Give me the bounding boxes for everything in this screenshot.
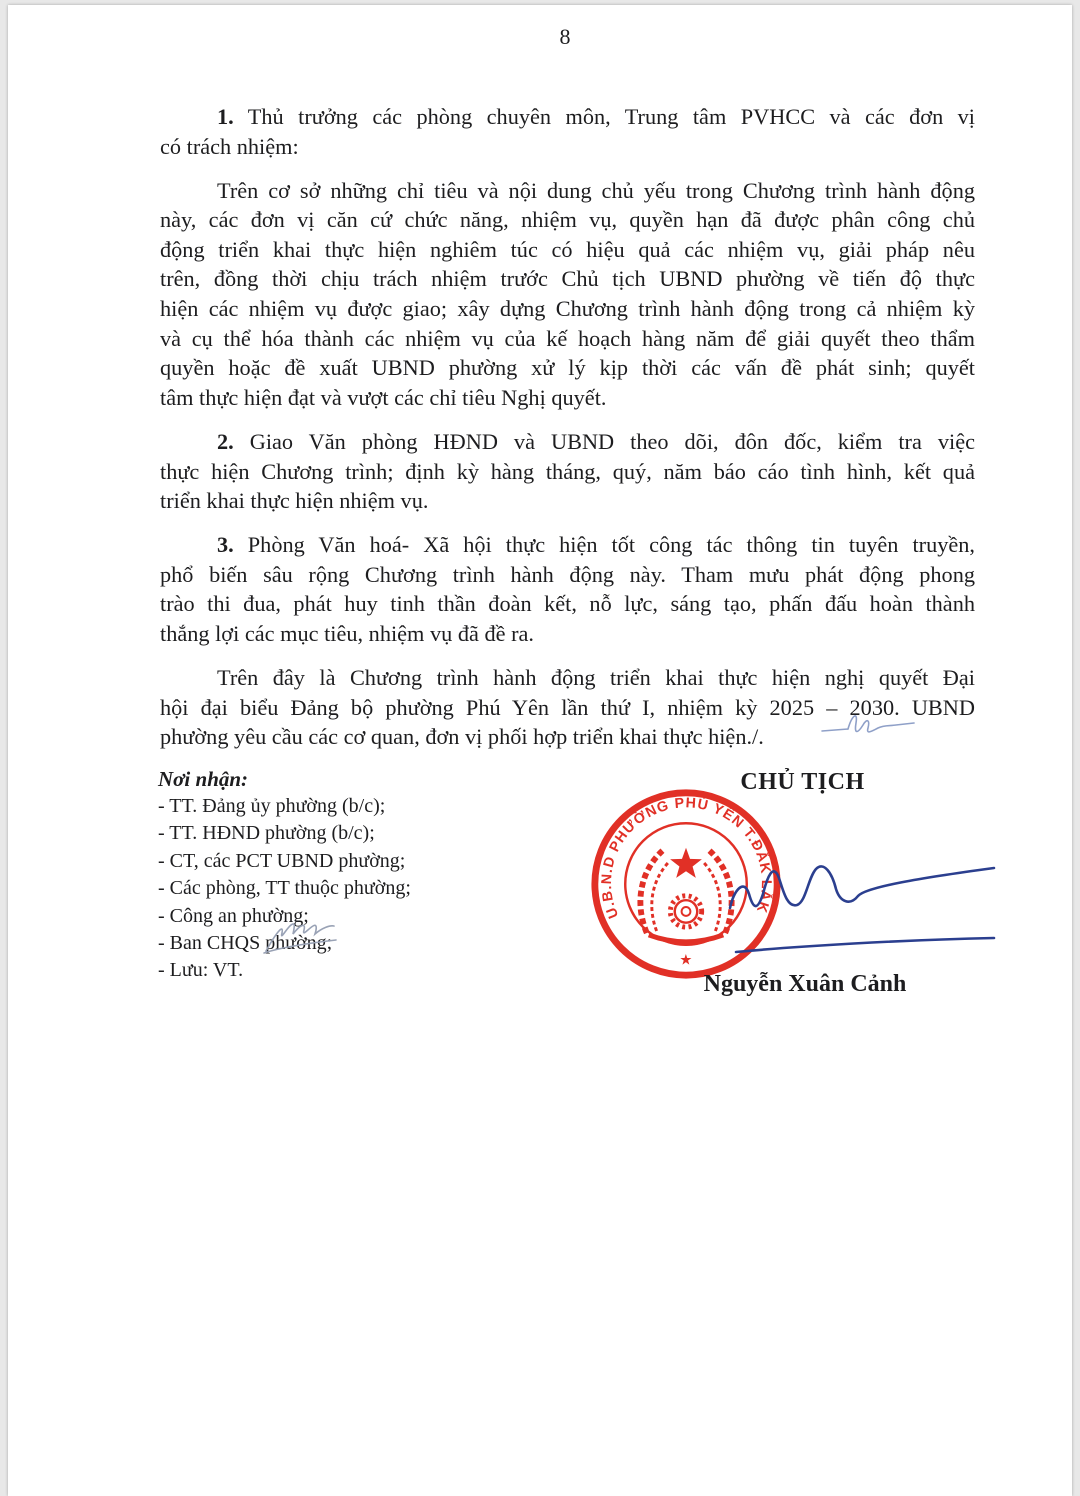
paragraph-line: phường yêu cầu các cơ quan, đơn vị phối hợp triển khai thực hiện./. — [160, 724, 764, 750]
recipient-item: - Lưu: VT. — [158, 959, 244, 982]
svg-text:U.B.N.D PHƯỜNG PHÚ YÊN T.ĐẮK L: U.B.N.D PHƯỜNG PHÚ YÊN T.ĐẮK LẮK — [598, 795, 775, 921]
page-number: 8 — [559, 24, 571, 49]
paragraph-line: có trách nhiệm: — [160, 133, 299, 159]
paragraph-number: 1. — [217, 104, 234, 129]
paragraph-number: 3. — [217, 532, 234, 558]
paragraph-line: 3. Phòng Văn hoá- Xã hội thực hiện tốt công tác thông tin tuyên truyền, — [217, 532, 975, 558]
page-sheet — [8, 5, 1072, 1496]
paragraph-line: quyền hoặc đề xuất UBND phường xử lý kịp thời các vấn đề phát sinh; quyết — [160, 355, 975, 381]
paragraph-line: động triển khai thực hiện nghiêm túc có hiệu quả các nhiệm vụ, giải pháp nêu — [160, 236, 975, 262]
paragraph-line: phổ biến sâu rộng Chương trình hành động này. Tham mưu phát động phong — [160, 561, 975, 587]
paragraph-line: hội đại biểu Đảng bộ phường Phú Yên lần thứ I, nhiệm kỳ 2025 – 2030. UBND — [160, 694, 975, 720]
recipient-item: - Công an phường; — [158, 904, 309, 927]
paragraph-line: và cụ thể hóa thành các nhiệm vụ của kế hoạch hàng năm để giải quyết theo thẩm — [160, 325, 975, 351]
paragraph-line: Trên cơ sở những chỉ tiêu và nội dung chủ yếu trong Chương trình hành động — [217, 177, 975, 203]
recipient-item: - Các phòng, TT thuộc phường; — [158, 877, 411, 900]
initials-ink-luu-vt — [262, 913, 352, 958]
paragraph-line: 1. Thủ trưởng các phòng chuyên môn, Trung tâm PVHCC và các đơn vị — [217, 104, 975, 129]
paragraph-line: này, các đơn vị căn cứ chức năng, nhiệm vụ, quyền hạn đã được phân công chủ — [160, 207, 975, 233]
document-body — [160, 102, 975, 766]
paragraph — [160, 530, 975, 648]
paragraph-line: tâm thực hiện đạt và vượt các chỉ tiêu Nghị quyết. — [160, 384, 607, 410]
paragraph — [160, 176, 975, 413]
svg-text:★: ★ — [679, 952, 693, 969]
paragraph-line: trào thi đua, phát huy tinh thần đoàn kết, nỗ lực, sáng tạo, phấn đấu hoàn thành — [160, 591, 975, 617]
recipient-item: - TT. HĐND phường (b/c); — [158, 822, 375, 845]
recipient-item: - TT. Đảng ủy phường (b/c); — [158, 795, 386, 817]
signer-name: Nguyễn Xuân Cảnh — [703, 971, 907, 997]
initials-ink-paragraph — [818, 703, 918, 745]
signature-ink — [660, 838, 1010, 973]
paragraph-line: thực hiện Chương trình; định kỳ hàng tháng, quý, năm báo cáo tình hình, kết quả — [160, 458, 975, 484]
paragraph-number: 2. — [217, 428, 234, 454]
paragraph-line: 2. Giao Văn phòng HĐND và UBND theo dõi, đôn đốc, kiểm tra việc — [217, 428, 975, 454]
recipient-item: - Ban CHQS phường; — [158, 932, 333, 955]
paragraph — [160, 427, 975, 516]
paragraph-line: Trên đây là Chương trình hành động triển khai thực hiện nghị quyết Đại — [217, 665, 975, 691]
signer-title: CHỦ TỊCH — [740, 769, 865, 795]
paragraph — [160, 102, 975, 161]
recipients-title: Nơi nhận: — [158, 767, 249, 791]
paragraph-line: hiện các nhiệm vụ được giao; xây dựng Chương trình hành động trong cả nhiệm kỳ — [160, 296, 975, 322]
paragraph-line: thắng lợi các mục tiêu, nhiệm vụ đã đề ra. — [160, 621, 534, 646]
paragraph-line: trên, đồng thời chịu trách nhiệm trước Chủ tịch UBND phường về tiến độ thực — [160, 266, 975, 292]
recipient-item: - CT, các PCT UBND phường; — [158, 849, 406, 872]
paragraph-line: triển khai thực hiện nhiệm vụ. — [160, 488, 429, 514]
